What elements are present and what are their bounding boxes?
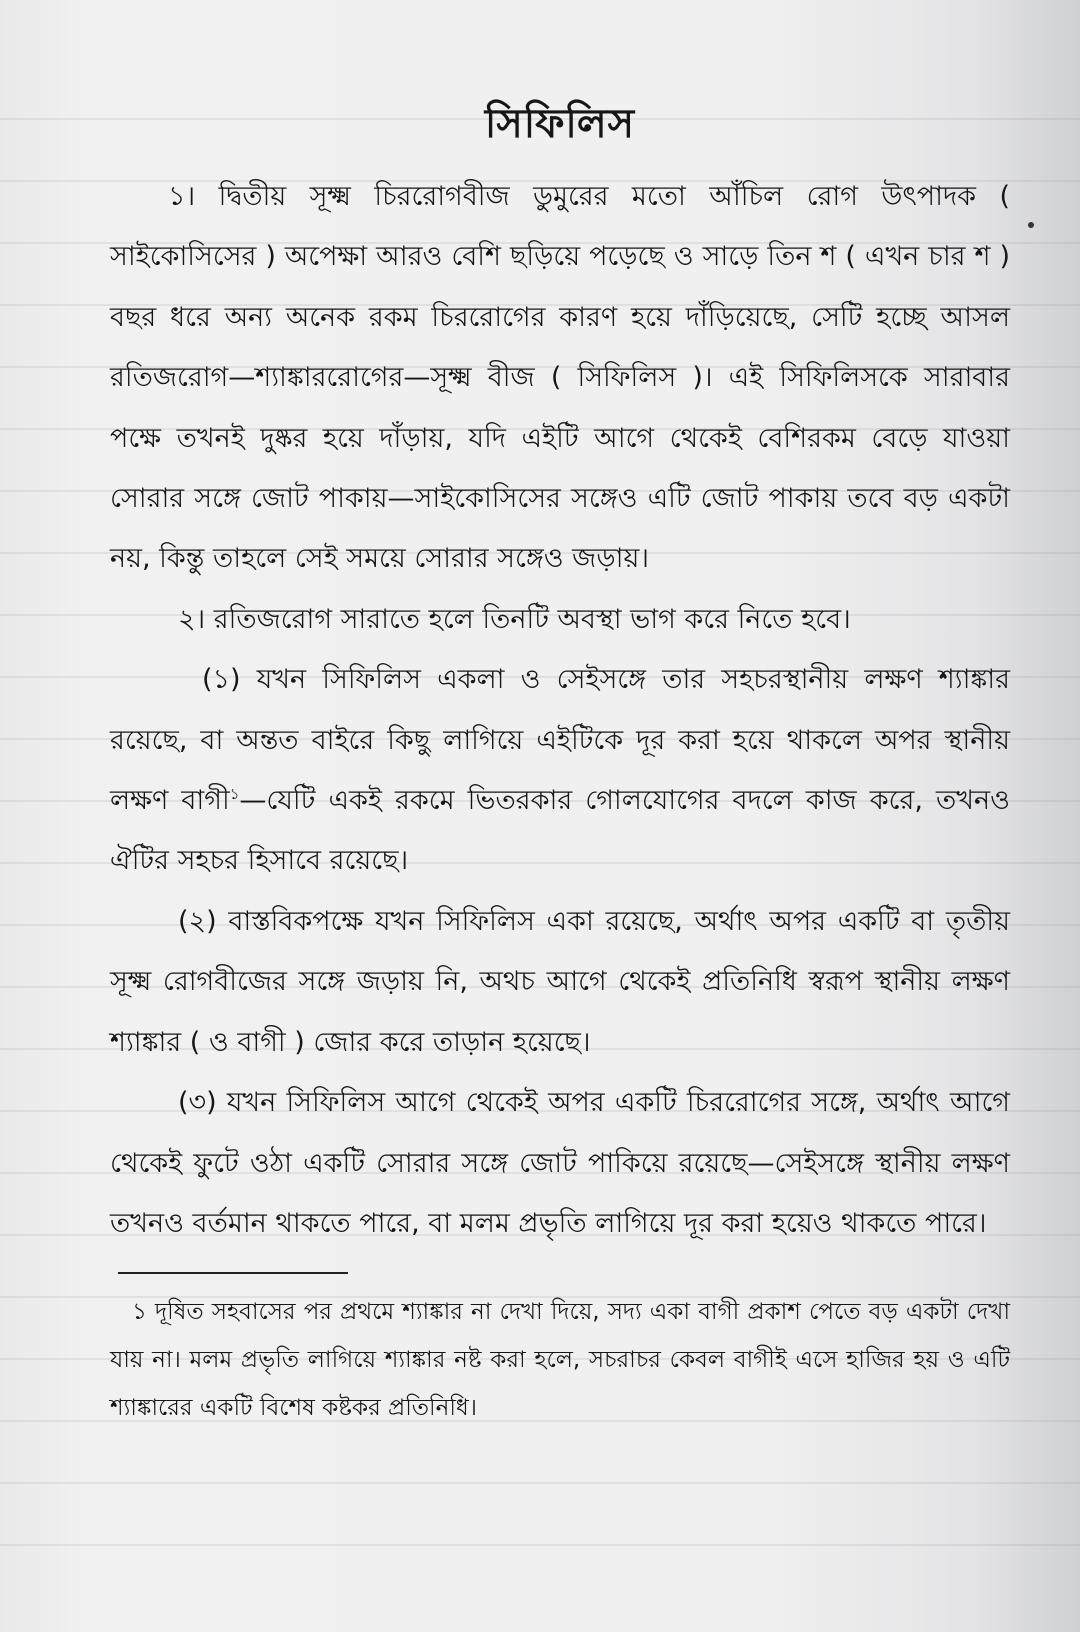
paragraph-1: ১। দ্বিতীয় সূক্ষ্ম চিররোগবীজ ডুমুরের মতো আঁচিল রোগ উৎপাদক ( সাইকোসিসের ) অপেক্ষা আরও বেশি ছড়িয়ে পড়েছে ও সাড়ে তিন শ ( এখন চার শ ) বছর ধরে অন্য অনেক রকম চিররোগের কারণ হয়ে দাঁড়িয়েছে, সেটি হচ্ছে আসল রতিজরোগ—শ্যাঙ্কাররোগের—সূক্ষ্ম বীজ ( সিফিলিস )। এই সিফিলিসকে সারাবার পক্ষে তখনই দুষ্কর হয়ে দাঁড়ায়, যদি এইটি আগে থেকেই বেশিরকম বেড়ে যাওয়া সোরার সঙ্গে জোট পাকায়—সাইকোসিসের সঙ্গেও এটি জোট পাকায় তবে বড় একটা নয়, কিন্তু তাহলে সেই সময়ে সোরার সঙ্গেও জড়ায়।: [110, 181, 1010, 575]
footnote: ১ দূষিত সহবাসের পর প্রথমে শ্যাঙ্কার না দেখা দিয়ে, সদ্য একা বাগী প্রকাশ পেতে বড় একটা দেখা যায় না। মলম প্রভৃতি লাগিয়ে শ্যাঙ্কার নষ্ট করা হলে, সচরাচর কেবল বাগীই এসে হাজির হয় ও এটি শ্যাঙ্কারের একটি বিশেষ কষ্টকর প্রতিনিধি।: [110, 1299, 1010, 1422]
footnote-divider: [118, 1272, 348, 1274]
paragraph-3: [110, 650, 1010, 892]
page-body: [110, 92, 1010, 1432]
paragraph-4: (২) বাস্তবিকপক্ষে যখন সিফিলিস একা রয়েছে, অর্থাৎ অপর একটি বা তৃতীয় সূক্ষ্ম রোগবীজের সঙ্গে জড়ায় নি, অথচ আগে থেকেই প্রতিনিধি স্বরূপ স্থানীয় লক্ষণ শ্যাঙ্কার ( ও বাগী ) জোর করে তাড়ান হয়েছে।: [110, 905, 1010, 1058]
paragraph-3-text-cont: —যেটি একই রকমে ভিতরকার গোলযোগের বদলে কাজ করে, তখনও ঐটির সহচর হিসাবে রয়েছে।: [110, 785, 1010, 877]
page-title: সিফিলিস: [484, 101, 636, 147]
paragraph-2: ২। রতিজরোগ সারাতে হলে তিনটি অবস্থা ভাগ করে নিতে হবে।: [178, 603, 851, 635]
paragraph-3-text: (১) যখন সিফিলিস একলা ও সেইসঙ্গে তার সহচরস্থানীয় লক্ষণ শ্যাঙ্কার রয়েছে, বা অন্তত বাইরে কিছু লাগিয়ে এইটিকে দূর করা হয়ে থাকলে অপর স্থানীয় লক্ষণ বাগী: [110, 664, 1010, 817]
footnote-marker: ১: [229, 785, 240, 804]
ink-speck: [1028, 222, 1034, 228]
paragraph-5: (৩) যখন সিফিলিস আগে থেকেই অপর একটি চিররোগের সঙ্গে, অর্থাৎ আগে থেকেই ফুটে ওঠা একটি সোরার সঙ্গে জোট পাকিয়ে রয়েছে—সেইসঙ্গে স্থানীয় লক্ষণ তখনও বর্তমান থাকতে পারে, বা মলম প্রভৃতি লাগিয়ে দূর করা হয়েও থাকতে পারে।: [110, 1087, 1010, 1239]
